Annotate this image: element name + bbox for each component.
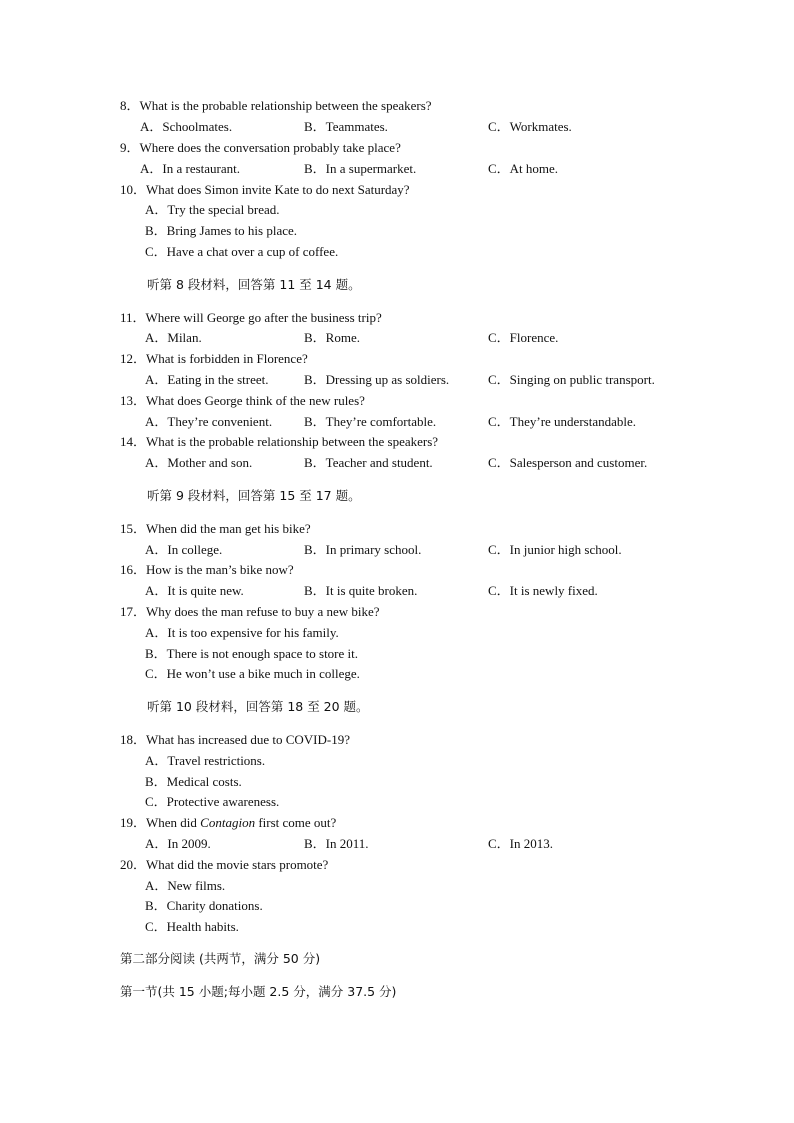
question-10-option-a: A．Try the special bread. [145,202,280,217]
question-15-option-b: B．In primary school. [304,542,422,557]
question-11-stem: 11．Where will George go after the business trip? [120,310,382,325]
question-10-option-b: B．Bring James to his place. [145,223,298,238]
question-8-option-c: C．Workmates. [488,119,572,134]
question-20-option-b: B．Charity donations. [145,898,263,913]
question-15-stem: 15．When did the man get his bike? [120,521,311,536]
question-20-option-c: C．Health habits. [145,919,239,934]
question-8-option-b: B．Teammates. [304,119,388,134]
question-19-option-c: C．In 2013. [488,836,554,851]
question-18-option-a: A．Travel restrictions. [145,753,266,768]
question-10-stem: 10．What does Simon invite Kate to do next Saturday? [120,182,410,197]
question-12-option-c: C．Singing on public transport. [488,372,655,387]
question-12-stem: 12．What is forbidden in Florence? [120,351,308,366]
question-17-stem: 17．Why does the man refuse to buy a new bike? [120,604,380,619]
question-16-option-a: A．It is quite new. [145,583,244,598]
question-20-option-a: A．New films. [145,878,226,893]
question-13-stem: 13．What does George think of the new rules? [120,393,365,408]
question-20-stem: 20．What did the movie stars promote? [120,857,329,872]
section-header-9: 听第 9 段材料，回答第 15 至 17 题。 [147,488,361,503]
question-13-option-c: C．They’re understandable. [488,414,637,429]
question-16-option-b: B．It is quite broken. [304,583,418,598]
part-2-title: 第二部分阅读 (共两节，满分 50 分) [120,951,321,966]
question-17-option-a: A．It is too expensive for his family. [145,625,339,640]
question-12-option-a: A．Eating in the street. [145,372,269,387]
question-8-stem: 8．What is the probable relationship between the speakers? [120,98,432,113]
question-19-option-b: B．In 2011. [304,836,369,851]
question-11-option-c: C．Florence. [488,330,559,345]
question-9-stem: 9．Where does the conversation probably take place? [120,140,401,155]
question-18-option-c: C．Protective awareness. [145,794,280,809]
question-9-option-c: C．At home. [488,161,559,176]
question-14-option-b: B．Teacher and student. [304,455,433,470]
question-9-option-b: B．In a supermarket. [304,161,417,176]
question-13-option-a: A．They’re convenient. [145,414,273,429]
question-15-option-a: A．In college. [145,542,223,557]
question-18-option-b: B．Medical costs. [145,774,242,789]
question-11-option-a: A．Milan. [145,330,202,345]
question-17-option-b: B．There is not enough space to store it. [145,646,359,661]
question-17-option-c: C．He won’t use a bike much in college. [145,666,360,681]
section-header-10: 听第 10 段材料，回答第 18 至 20 题。 [147,699,369,714]
question-14-stem: 14．What is the probable relationship between the speakers? [120,434,439,449]
question-8-option-a: A．Schoolmates. [140,119,233,134]
question-16-option-c: C．It is newly fixed. [488,583,598,598]
section-header-8: 听第 8 段材料，回答第 11 至 14 题。 [147,277,361,292]
question-19-option-a: A．In 2009. [145,836,211,851]
question-13-option-b: B．They’re comfortable. [304,414,437,429]
question-11-option-b: B．Rome. [304,330,360,345]
question-9-option-a: A．In a restaurant. [140,161,240,176]
part-2-section-1-title: 第一节(共 15 小题;每小题 2.5 分，满分 37.5 分) [120,984,397,999]
question-14-option-a: A．Mother and son. [145,455,253,470]
question-19-stem: 19．When did Contagion first come out? [120,815,337,830]
question-10-option-c: C．Have a chat over a cup of coffee. [145,244,339,259]
question-14-option-c: C．Salesperson and customer. [488,455,648,470]
question-15-option-c: C．In junior high school. [488,542,622,557]
question-12-option-b: B．Dressing up as soldiers. [304,372,450,387]
question-18-stem: 18．What has increased due to COVID-19? [120,732,350,747]
question-16-stem: 16．How is the man’s bike now? [120,562,294,577]
movie-title: Contagion [200,815,256,830]
